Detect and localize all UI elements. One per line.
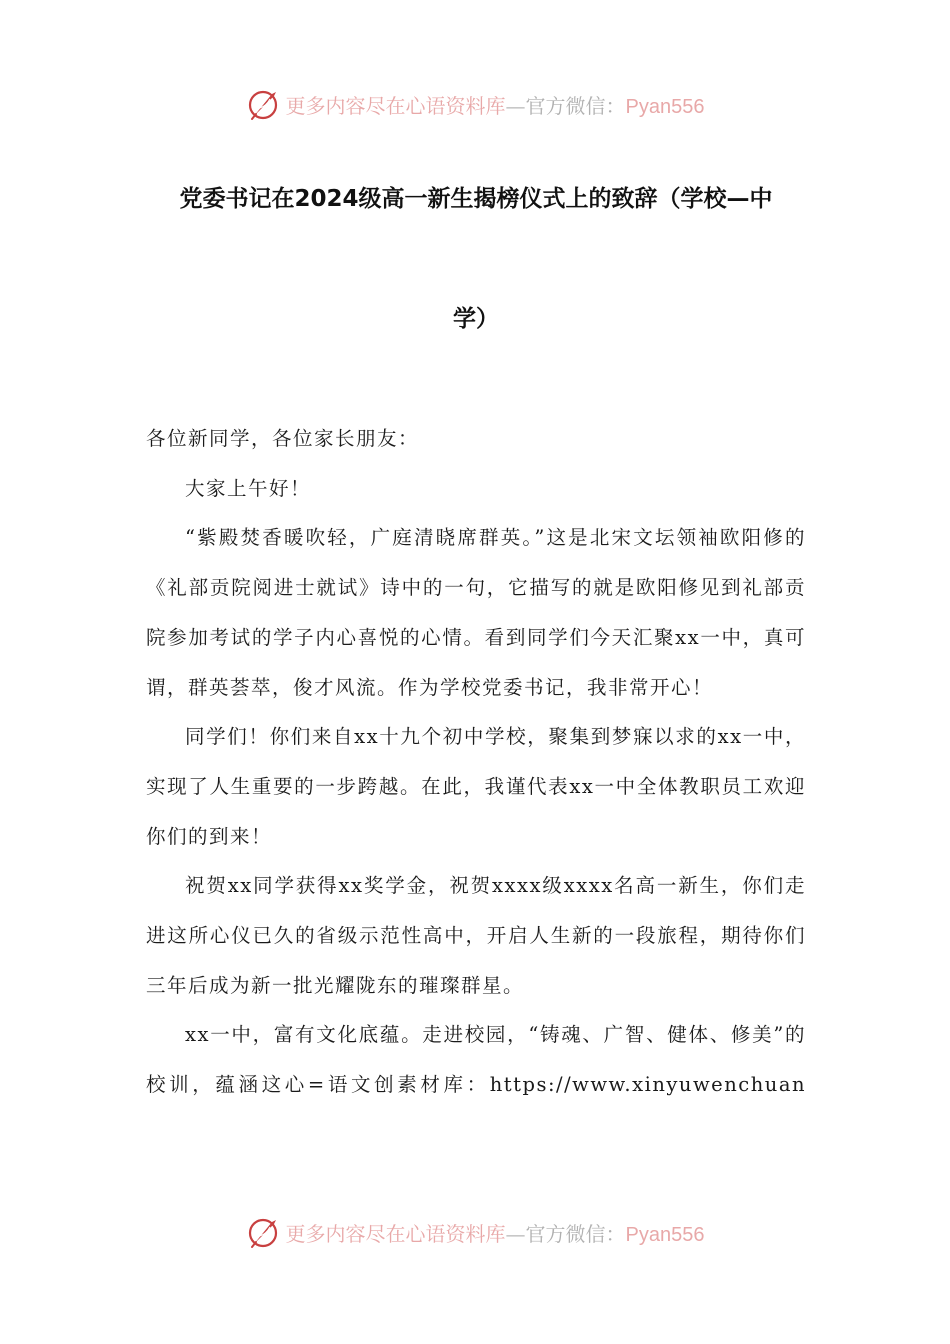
watermark-brand: 更多内容尽在心语资料库 xyxy=(285,1221,506,1246)
header-watermark xyxy=(0,84,950,124)
paragraph-1: “紫殿焚香暖吹轻，广庭清晓席群英。”这是北宋文坛领袖欧阳修的《礼部贡院阅进士就试》诗中的一句，它描写的就是欧阳修见到礼部贡院参加考试的学子内心喜悦的心情。看到同学们今天汇聚xx一中，真可谓，群英荟萃，俊才风流。作为学校党委书记，我非常开心！ xyxy=(146,526,806,699)
paragraph-4: xx一中，富有文化底蕴。走进校园，“铸魂、广智、健体、修美”的校训，蕴涵这心=语文创素材库：https://www.xinyuwenchuan xyxy=(146,1023,806,1097)
document-title-line2: 学） xyxy=(453,306,499,332)
document-body xyxy=(146,414,806,1110)
quill-logo-icon xyxy=(246,1214,282,1250)
watermark-sub: 官方微信： xyxy=(525,1221,626,1246)
footer-watermark xyxy=(0,1212,950,1252)
watermark-sub: 官方微信： xyxy=(525,93,626,118)
paragraph-3: 祝贺xx同学获得xx奖学金，祝贺xxxx级xxxx名高一新生，你们走进这所心仪已久的省级示范性高中，开启人生新的一段旅程，期待你们三年后成为新一批光耀陇东的璀璨群星。 xyxy=(146,874,806,997)
document-title-line1: 党委书记在2024级高一新生揭榜仪式上的致辞（学校—中 xyxy=(179,186,773,212)
watermark-id: Pyan556 xyxy=(625,1223,705,1246)
salutation: 各位新同学，各位家长朋友： xyxy=(146,427,420,450)
paragraph-2: 同学们！你们来自xx十九个初中学校，聚集到梦寐以求的xx一中，实现了人生重要的一步跨越。在此，我谨代表xx一中全体教职员工欢迎你们的到来！ xyxy=(146,725,806,848)
watermark-brand: 更多内容尽在心语资料库 xyxy=(285,93,506,118)
paragraph-greeting: 大家上午好！ xyxy=(185,476,312,500)
watermark-text xyxy=(286,90,705,119)
watermark-id: Pyan556 xyxy=(625,95,705,118)
quill-logo-icon xyxy=(246,86,282,122)
watermark-separator: — xyxy=(505,93,526,118)
watermark-separator: — xyxy=(505,1221,526,1246)
watermark-text xyxy=(286,1218,705,1247)
